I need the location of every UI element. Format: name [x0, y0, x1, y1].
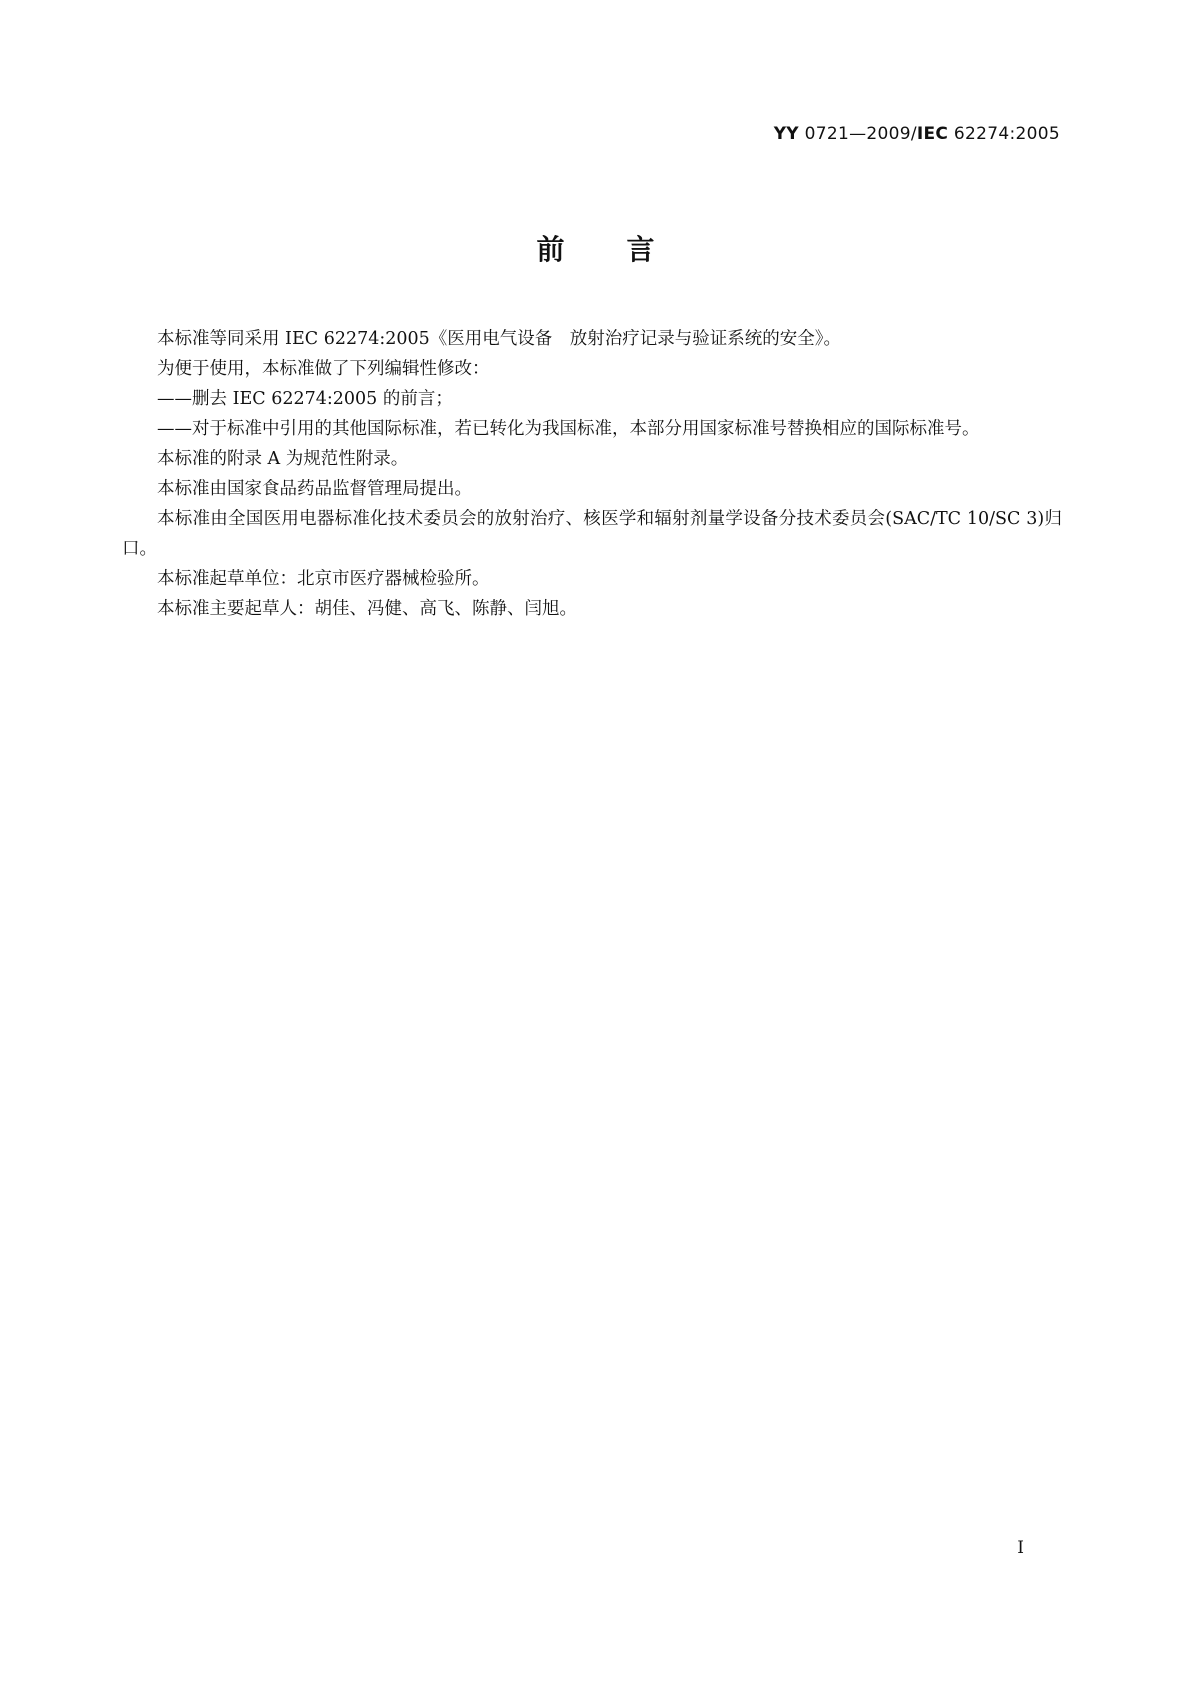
paragraph-drafting-unit: 本标准起草单位：北京市医疗器械检验所。 [157, 569, 490, 589]
paragraph-drafters: 本标准主要起草人：胡佳、冯健、高飞、陈静、闫旭。 [157, 599, 577, 619]
paragraph-adoption: 本标准等同采用 IEC 62274:2005《医用电气设备 放射治疗记录与验证系统的安全》。 [157, 329, 842, 349]
foreword-body [122, 324, 1062, 624]
paragraph-proposed-by: 本标准由国家食品药品监督管理局提出。 [157, 479, 472, 499]
paragraph-annex: 本标准的附录 A 为规范性附录。 [157, 449, 409, 469]
paragraph-technical-committee: 本标准由全国医用电器标准化技术委员会的放射治疗、核医学和辐射剂量学设备分技术委员会(SAC/TC 10/SC 3)归口。 [122, 509, 1062, 559]
standard-code-number: 0721—2009/ [798, 124, 917, 144]
standard-code-iec-number: 62274:2005 [948, 124, 1060, 144]
standard-code-yy: YY [773, 124, 799, 144]
paragraph-edit-item-2: ——对于标准中引用的其他国际标准，若已转化为我国标准，本部分用国家标准号替换相应的国际标准号。 [157, 419, 980, 439]
paragraph-edit-item-1: ——删去 IEC 62274:2005 的前言； [157, 389, 453, 409]
paragraph-editorial-intro: 为便于使用，本标准做了下列编辑性修改： [157, 359, 490, 379]
page-number: I [1017, 1538, 1024, 1558]
standard-code [774, 124, 1060, 144]
page-title: 前言 [536, 233, 717, 266]
standard-code-iec: IEC [916, 124, 949, 144]
